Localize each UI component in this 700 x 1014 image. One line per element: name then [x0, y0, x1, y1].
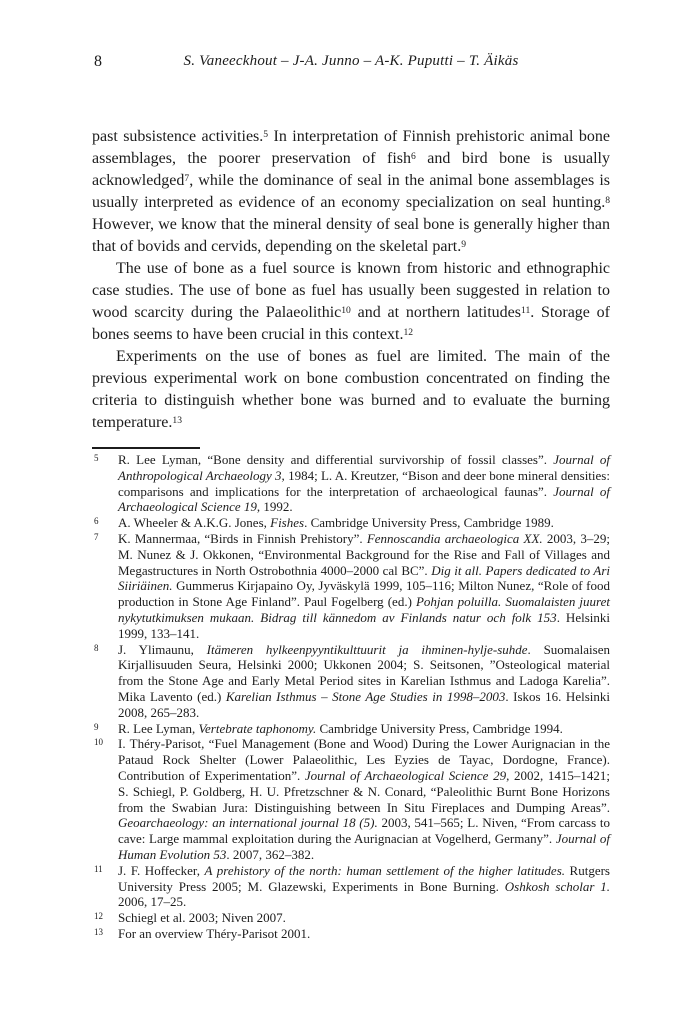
body-paragraph-1 [92, 126, 610, 258]
body-paragraph-3 [92, 346, 610, 434]
footnote-list [92, 452, 610, 942]
text-segment: , 2002, 1415–1421; S. Schiegl, P. Goldberg, H. U. Pfretzschner & N. Conard, “Paleolithic Burnt Bone Horizons from the Swabian Jura: Distinguishing between In Situ Fireplaces and Dumping Areas”. [118, 767, 610, 815]
footnote-11 [92, 863, 610, 910]
text-segment: Journal of Anthropological Archaeology 3, [118, 452, 610, 483]
text-segment: Experiments on the use of bones as fuel are limited. The main of the previous experimental work on bone combustion concentrated on finding the criteria to distinguish whether bone was burned and to evaluate the burning temperature. [92, 348, 610, 431]
text-segment: Itämeren hylkeenpyyntikulttuurit ja ihminen-hylje-suhde [206, 641, 528, 657]
text-segment: A prehistory of the north: human settlement of the higher latitudes. [204, 862, 566, 878]
text-segment: Journal of Archaeological Science 29 [304, 767, 507, 783]
text-segment: and bird bone is usually acknowledged [92, 150, 611, 189]
footnote-reference: 13 [172, 414, 182, 426]
footnote-12 [92, 910, 610, 926]
footnote-text [118, 452, 610, 514]
text-segment: J. F. Hoffecker, [118, 862, 205, 878]
text-segment: 2006, 17–25. [118, 894, 187, 910]
text-segment: Fishes [270, 515, 305, 531]
footnote-marker: 12 [94, 911, 103, 922]
text-segment: . Iskos 16. Helsinki 2008, 265–283. [118, 688, 610, 720]
text-segment: 2003, 541–565; L. Niven, “From carcass to cave: Large mammal exploitation during the Aurignacian at Vogelherd, Germany”. [118, 815, 610, 847]
footnote-marker: 5 [94, 453, 99, 463]
text-segment: K. Mannermaa, “Birds in Finnish Prehistory”. [118, 530, 367, 546]
text-segment: In interpretation of Finnish prehistoric animal bone assemblages, the poorer preservation of fish [92, 128, 611, 167]
text-segment: J. Ylimaunu, [118, 641, 207, 657]
text-segment: The use of bone as a fuel source is known from historic and ethnographic case studies. The use of bone as fuel has usually been suggested in relation to wood scarcity during the Palaeolithic [92, 260, 610, 321]
footnote-reference: 11 [521, 304, 531, 316]
text-segment: , 1992. [256, 499, 293, 515]
text-segment: Cambridge University Press, Cambridge 1994. [316, 720, 563, 736]
footnote-7 [92, 531, 610, 642]
text-segment: Dig it all. Papers dedicated to Ari Siiriäinen. [118, 562, 610, 594]
footnote-text [118, 531, 610, 641]
footnote-text [118, 721, 563, 736]
text-segment: Vertebrate taphonomy. [198, 720, 317, 736]
text-segment: R. Lee Lyman, “Bone density and differential survivorship of fossil classes”. [118, 452, 554, 467]
text-segment: 2003, 3–29; M. Nunez & J. Okkonen, “Environmental Background for the Rise and Fall of Villages and Megastructures in North Ostrobothnia 4000–2000 cal BC”. [118, 530, 610, 578]
footnote-6 [92, 515, 610, 531]
footnote-text [118, 910, 286, 925]
text-segment: . Helsinki 1999, 133–141. [118, 609, 610, 641]
text-segment: . Cambridge University Press, Cambridge 1989. [304, 515, 554, 531]
page-number: 8 [94, 53, 102, 70]
footnote-reference: 7 [184, 172, 190, 184]
footnote-13 [92, 926, 610, 942]
text-segment: Journal of Archaeological Science 19 [118, 483, 610, 515]
text-segment: Gummerus Kirjapaino Oy, Jyväskylä 1999, 105–116; Milton Nunez, “Role of food production in Stone Age Finland”. Paul Fogelberg (ed.) [118, 578, 610, 610]
footnote-text [118, 642, 610, 720]
footnote-reference: 9 [461, 238, 467, 250]
text-segment: Karelian Isthmus – Stone Age Studies in 1998–2003 [225, 688, 506, 704]
page-header [92, 53, 610, 75]
body-text [92, 126, 610, 434]
footnote-separator [92, 447, 200, 449]
text-segment: Fennoscandia archaeologica XX. [366, 530, 543, 546]
text-segment: past subsistence activities. [92, 128, 264, 145]
footnote-text [118, 926, 310, 941]
footnote-marker: 10 [94, 737, 103, 748]
footnote-marker: 8 [94, 642, 99, 653]
footnote-marker: 6 [94, 516, 99, 527]
text-segment: , while the dominance of seal in the animal bone assemblages is usually interpreted as evidence of an economy specialization on seal hunting. [92, 172, 610, 211]
footnote-marker: 7 [94, 531, 99, 542]
footnote-reference: 6 [411, 150, 416, 162]
footnote-reference: 10 [341, 304, 351, 316]
text-segment: . Suomalaisen Kirjallisuuden Seura, Helsinki 2000; Ukkonen 2004; S. Seitsonen, ”Osteological material from the Stone Age and Early Metal Period sites in Karelian Isthmus and Ladoga Karelia”. Mika Lavento (ed.) [118, 641, 610, 704]
text-segment: However, we know that the mineral density of seal bone is generally higher than that of bovids and cervids, depending on the skeletal part. [92, 216, 610, 255]
text-segment: For an overview Théry-Parisot 2001. [118, 925, 311, 941]
text-segment: . 2007, 362–382. [226, 846, 315, 862]
footnote-reference: 5 [263, 128, 269, 140]
text-segment: 1984; L. A. Kreutzer, “Bison and deer bone mineral densities: comparisons and implications for the interpretation of archaeological faunas”. [118, 467, 610, 499]
text-segment: and at northern latitudes [350, 304, 521, 321]
footnote-text [118, 515, 554, 530]
text-segment: Pohjan poluilla. Suomalaisten juuret nykytutkimuksen mukaan. Bidrag till kännedom av Finlands natur och folk 153 [118, 594, 610, 625]
text-segment: Schiegl et al. 2003; Niven 2007. [118, 910, 286, 926]
text-segment: Geoarchaeology: an international journal 18 (5). [118, 815, 378, 831]
text-segment: Rutgers University Press 2005; M. Glazewski, Experiments in Bone Burning. [118, 862, 610, 894]
text-segment: R. Lee Lyman, [118, 720, 199, 736]
text-segment: Oshkosh scholar 1. [504, 878, 610, 894]
footnote-reference: 12 [403, 326, 414, 338]
text-segment: I. Théry-Parisot, “Fuel Management (Bone and Wood) During the Lower Aurignacian in the Pataud Rock Shelter (Lower Palaeolithic, Les Eyzies de Tayac, Dordogne, France). Contribution of Experimentation”. [118, 736, 610, 783]
text-segment: Journal of Human Evolution 53 [118, 831, 611, 862]
text-segment: A. Wheeler & A.K.G. Jones, [118, 515, 271, 531]
footnote-9 [92, 721, 610, 737]
footnote-marker: 13 [94, 926, 103, 937]
footnote-marker: 11 [94, 863, 103, 874]
text-segment: . Storage of bones seems to have been crucial in this context. [92, 304, 610, 343]
footnote-10 [92, 736, 610, 862]
body-paragraph-2 [92, 258, 610, 346]
footnote-reference: 8 [605, 194, 610, 206]
footnote-8 [92, 642, 610, 721]
footnote-marker: 9 [94, 721, 99, 732]
footnote-text [118, 863, 610, 910]
footnote-5 [92, 452, 610, 515]
running-header: S. Vaneeckhout – J-A. Junno – A-K. Puputti – T. Äikäs [183, 53, 519, 69]
footnote-text [118, 736, 610, 862]
